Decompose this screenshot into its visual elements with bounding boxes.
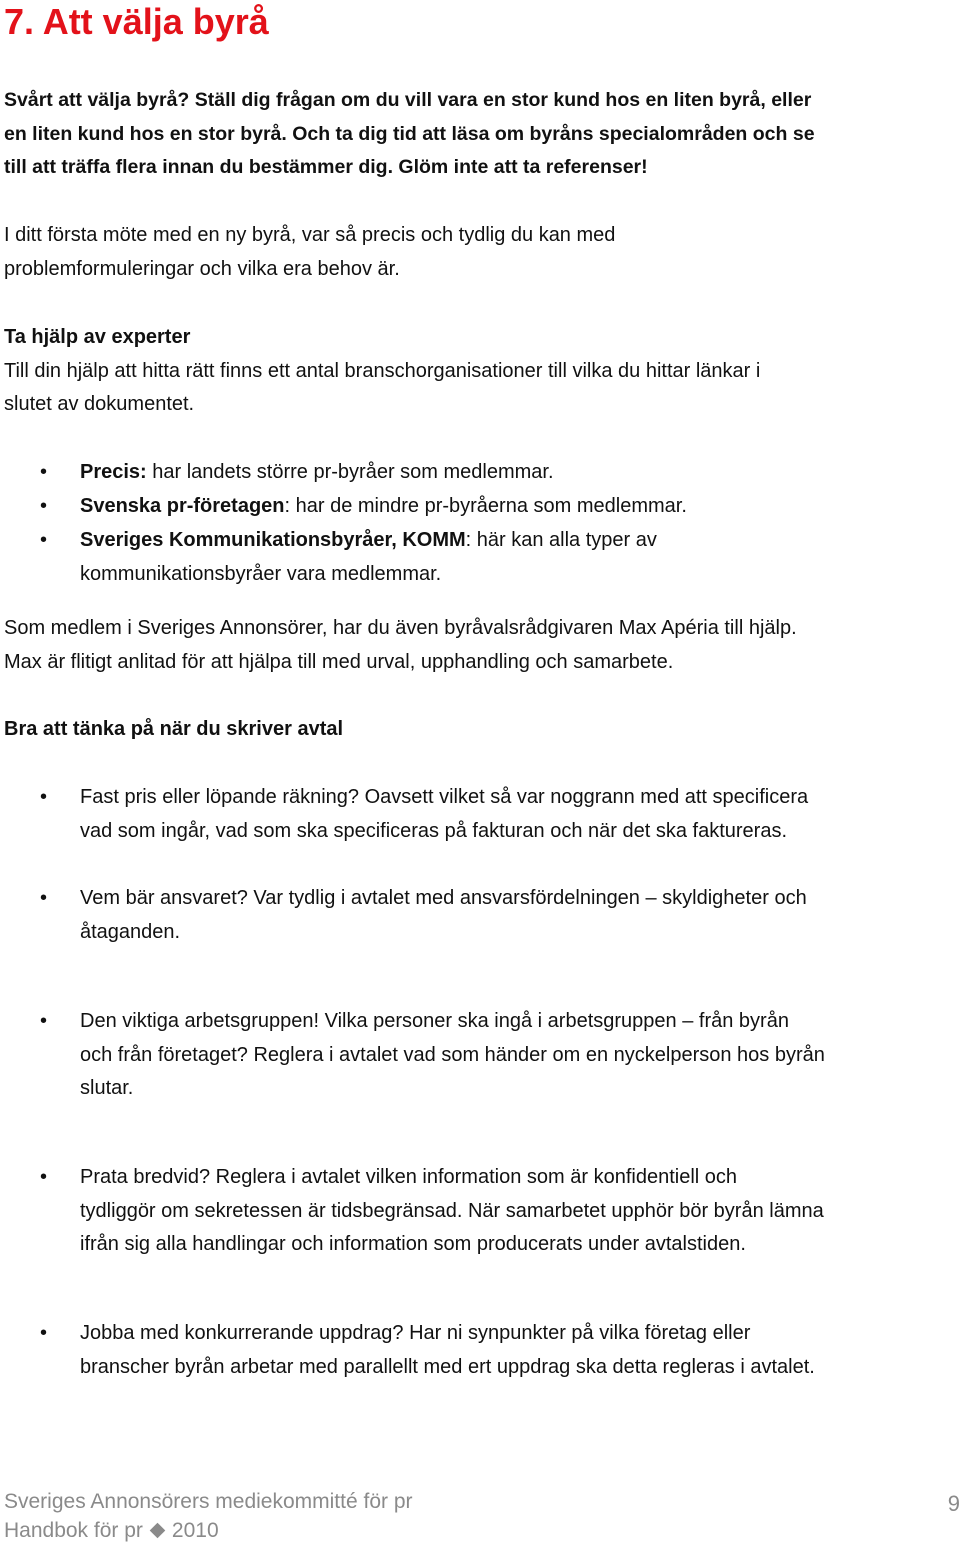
list-item-line: åtaganden.: [80, 920, 181, 943]
list-item: [80, 1161, 956, 1262]
list-item: [80, 882, 956, 949]
org-name: Sveriges Kommunikationsbyråer, KOMM: [80, 529, 466, 551]
footer-year: 2010: [171, 1519, 219, 1542]
list-item-line: vad som ingår, vad som ska specificeras på fakturan och när det ska faktureras.: [80, 819, 788, 842]
org-name: Svenska pr-företagen: [80, 495, 285, 517]
paragraph-line: Max är flitigt anlitad för att hjälpa till med urval, upphandling och samarbete.: [4, 650, 674, 673]
list-item-line: ifrån sig alla handlingar och information som producerats under avtalstiden.: [80, 1233, 746, 1256]
page-number: 9: [947, 1491, 960, 1516]
section-title: 7. Att välja byrå: [4, 1, 269, 42]
intro-paragraph: [4, 84, 956, 185]
list-item-line: Prata bredvid? Reglera i avtalet vilken information som är konfidentiell och: [80, 1166, 738, 1188]
footer-handbook-title: Handbok för pr: [4, 1519, 143, 1542]
list-item-line: Den viktiga arbetsgruppen! Vilka personer ska ingå i arbetsgruppen – från byrån: [80, 1010, 789, 1032]
org-description: har landets större pr-byråer som medlemmar.: [146, 461, 554, 483]
intro-line: Svårt att välja byrå? Ställ dig frågan om du vill vara en stor kund hos en liten byrå, eller: [4, 89, 812, 111]
list-item: [80, 490, 956, 524]
intro-line: till att träffa flera innan du bestämmer dig. Glöm inte att ta referenser!: [4, 156, 648, 179]
document-page: 7. Att välja byrå Svårt att välja byrå? Ställ dig frågan om du vill vara en stor kund hos en liten byrå, eller en liten kund hos en stor byrå. Och ta dig tid att läsa om byråns specialområden och se till att träffa flera innan du bestämmer dig. Glöm inte att ta referenser! I ditt första möte med en ny byrå, var så precis och tydlig du kan med problemformuleringar och vilka era behov är. Ta hjälp av experter Till din hjälp att hitta rätt finns ett antal branschorganisationer till vilka du hittar länkar i slutet av dokumentet. • Precis: har landets större pr-byråer som medlemmar. • Svenska pr-företagen: har de mindre pr-byråerna som medlemmar. • Sveriges Kommunikationsbyråer, KOMM: här kan alla typer av kommunikationsbyråer vara medlemmar. Som medlem i Sveriges Annonsörer, har du även byråvalsrådgivaren Max Apéria till hjälp. Max är flitigt anlitad för att hjälpa till med urval, upphandling och samarbete. Bra att tänka på när du skriver avtal • Fast pris eller löpande räkning? Oavsett vilket så var noggrann med att specificera vad som ingår, vad som ska specificeras på fakturan och när det ska faktureras. • Vem bär ansvaret? Var tydlig i avtalet med ansvarsfördelningen – skyldigheter och åtaganden. • Den viktiga arbetsgruppen! Vilka personer ska ingå i arbetsgruppen – från byrån och från företaget? Reglera i avtalet vad som händer om en nyckelperson hos byrån slutar. • Prata bredvid? Reglera i avtalet vilken information som är konfidentiell och tydliggör om sekretessen är tidsbegränsad. När samarbetet upphör bör byrån lämna ifrån sig alla handlingar och information som producerats under avtalstiden. • Jobba med konkurrerande uppdrag? Har ni synpunkter på vilka företag eller branscher byrån arbetar med parallellt med ert uppdrag ska detta regleras i avtalet. Sveriges Annonsörers mediekommitté för pr Handbok för pr 2010 9: [0, 0, 960, 1547]
first-meeting-paragraph: [4, 219, 956, 286]
list-item-line: branscher byrån arbetar med parallellt med ert uppdrag ska detta regleras i avtalet.: [80, 1355, 815, 1378]
paragraph-line: I ditt första möte med en ny byrå, var så precis och tydlig du kan med: [4, 224, 616, 246]
experts-section: [4, 321, 956, 422]
org-description: : här kan alla typer av: [465, 529, 657, 551]
org-name: Precis:: [80, 461, 147, 483]
intro-line: en liten kund hos en stor byrå. Och ta dig tid att läsa om byråns specialområden och se: [4, 122, 815, 145]
page-footer: [4, 1487, 413, 1545]
footer-committee: Sveriges Annonsörers mediekommitté för pr: [4, 1490, 413, 1513]
list-item-line: Vem bär ansvaret? Var tydlig i avtalet med ansvarsfördelningen – skyldigheter och: [80, 887, 807, 909]
paragraph-line: Som medlem i Sveriges Annonsörer, har du även byråvalsrådgivaren Max Apéria till hjälp.: [4, 617, 797, 639]
list-item: [80, 1005, 956, 1106]
list-item-line: Jobba med konkurrerande uppdrag? Har ni synpunkter på vilka företag eller: [80, 1322, 751, 1344]
list-item: [80, 524, 956, 591]
list-item-line: Fast pris eller löpande räkning? Oavsett vilket så var noggrann med att specificera: [80, 786, 809, 808]
list-item-line: slutar.: [80, 1077, 134, 1100]
paragraph-line: problemformuleringar och vilka era behov är.: [4, 257, 400, 280]
list-item-line: tydliggör om sekretessen är tidsbegränsad. När samarbetet upphör bör byrån lämna: [80, 1199, 824, 1222]
list-item: [80, 1317, 956, 1384]
org-description: : har de mindre pr-byråerna som medlemmar.: [284, 495, 687, 517]
list-item-line: och från företaget? Reglera i avtalet vad som händer om en nyckelperson hos byrån: [80, 1043, 825, 1066]
experts-heading: Ta hjälp av experter: [4, 326, 191, 348]
list-item: [80, 781, 956, 848]
contract-heading: Bra att tänka på när du skriver avtal: [4, 718, 344, 740]
diamond-icon: [150, 1523, 166, 1539]
paragraph-line: Till din hjälp att hitta rätt finns ett antal branschorganisationer till vilka du hittar länkar i: [4, 359, 761, 382]
list-item: [80, 456, 956, 490]
footer-handbook: [4, 1516, 413, 1545]
members-paragraph: [4, 612, 956, 679]
paragraph-line: slutet av dokumentet.: [4, 393, 195, 416]
org-description: kommunikationsbyråer vara medlemmar.: [80, 562, 442, 585]
